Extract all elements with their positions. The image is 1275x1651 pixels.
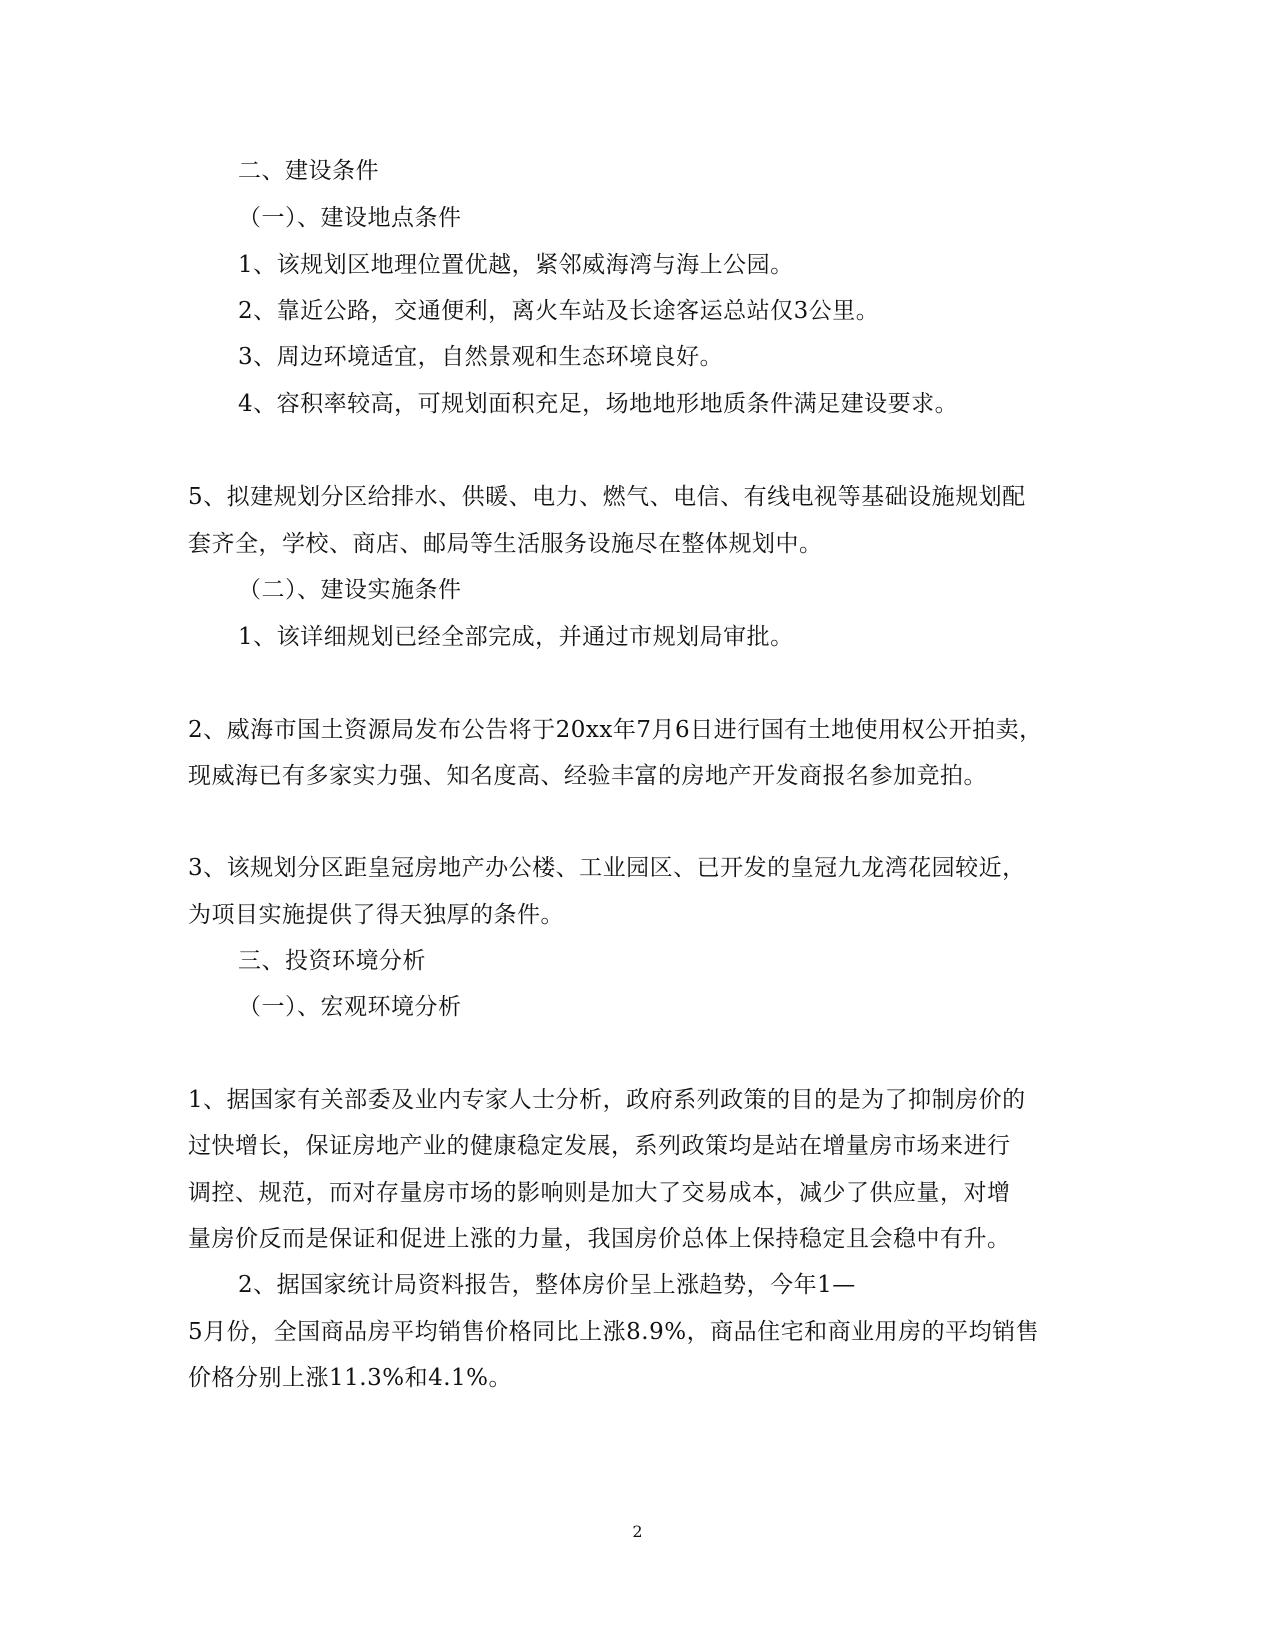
paragraph-line: 5、拟建规划分区给排水、供暖、电力、燃气、电信、有线电视等基础设施规划配 [188, 484, 1026, 510]
paragraph-line: 1、该详细规划已经全部完成，并通过市规划局审批。 [238, 624, 794, 650]
paragraph-line: 4、容积率较高，可规划面积充足，场地地形地质条件满足建设要求。 [238, 391, 959, 417]
paragraph-line: 价格分别上涨11.3%和4.1%。 [188, 1365, 512, 1391]
paragraph-line: 3、该规划分区距皇冠房地产办公楼、工业园区、已开发的皇冠九龙湾花园较近， [188, 855, 1026, 881]
paragraph-line: 量房价反而是保证和促进上涨的力量，我国房价总体上保持稳定且会稳中有升。 [188, 1226, 1011, 1252]
paragraph-line: 3、周边环境适宜，自然景观和生态环境良好。 [238, 344, 724, 370]
subsection-heading-implementation-conditions: （二）、建设实施条件 [238, 577, 462, 603]
paragraph-line: 2、威海市国土资源局发布公告将于20xx年7月6日进行国有土地使用权公开拍卖， [188, 717, 1043, 743]
paragraph-line: 现威海已有多家实力强、知名度高、经验丰富的房地产开发商报名参加竞拍。 [188, 763, 987, 789]
paragraph-line: 为项目实施提供了得天独厚的条件。 [188, 902, 564, 928]
section-heading-investment-environment: 三、投资环境分析 [238, 948, 426, 974]
paragraph-line: 1、据国家有关部委及业内专家人士分析，政府系列政策的目的是为了抑制房价的 [188, 1087, 1026, 1113]
paragraph-line: 5月份，全国商品房平均销售价格同比上涨8.9%，商品住宅和商业用房的平均销售 [188, 1319, 1040, 1345]
paragraph-line: 过快增长，保证房地产业的健康稳定发展，系列政策均是站在增量房市场来进行 [188, 1133, 1011, 1159]
paragraph-line: 调控、规范，而对存量房市场的影响则是加大了交易成本，减少了供应量，对增 [188, 1180, 1011, 1206]
paragraph-line: 1、该规划区地理位置优越，紧邻威海湾与海上公园。 [238, 252, 794, 278]
paragraph-line: 套齐全，学校、商店、邮局等生活服务设施尽在整体规划中。 [188, 531, 823, 557]
page-number: 2 [632, 1522, 643, 1541]
subsection-heading-site-conditions: （一）、建设地点条件 [238, 205, 462, 231]
subsection-heading-macro-environment: （一）、宏观环境分析 [238, 994, 462, 1020]
paragraph-line: 2、据国家统计局资料报告，整体房价呈上涨趋势，今年1— [238, 1272, 856, 1298]
section-heading-construction-conditions: 二、建设条件 [238, 158, 379, 184]
paragraph-line: 2、靠近公路，交通便利，离火车站及长途客运总站仅3公里。 [238, 298, 880, 324]
